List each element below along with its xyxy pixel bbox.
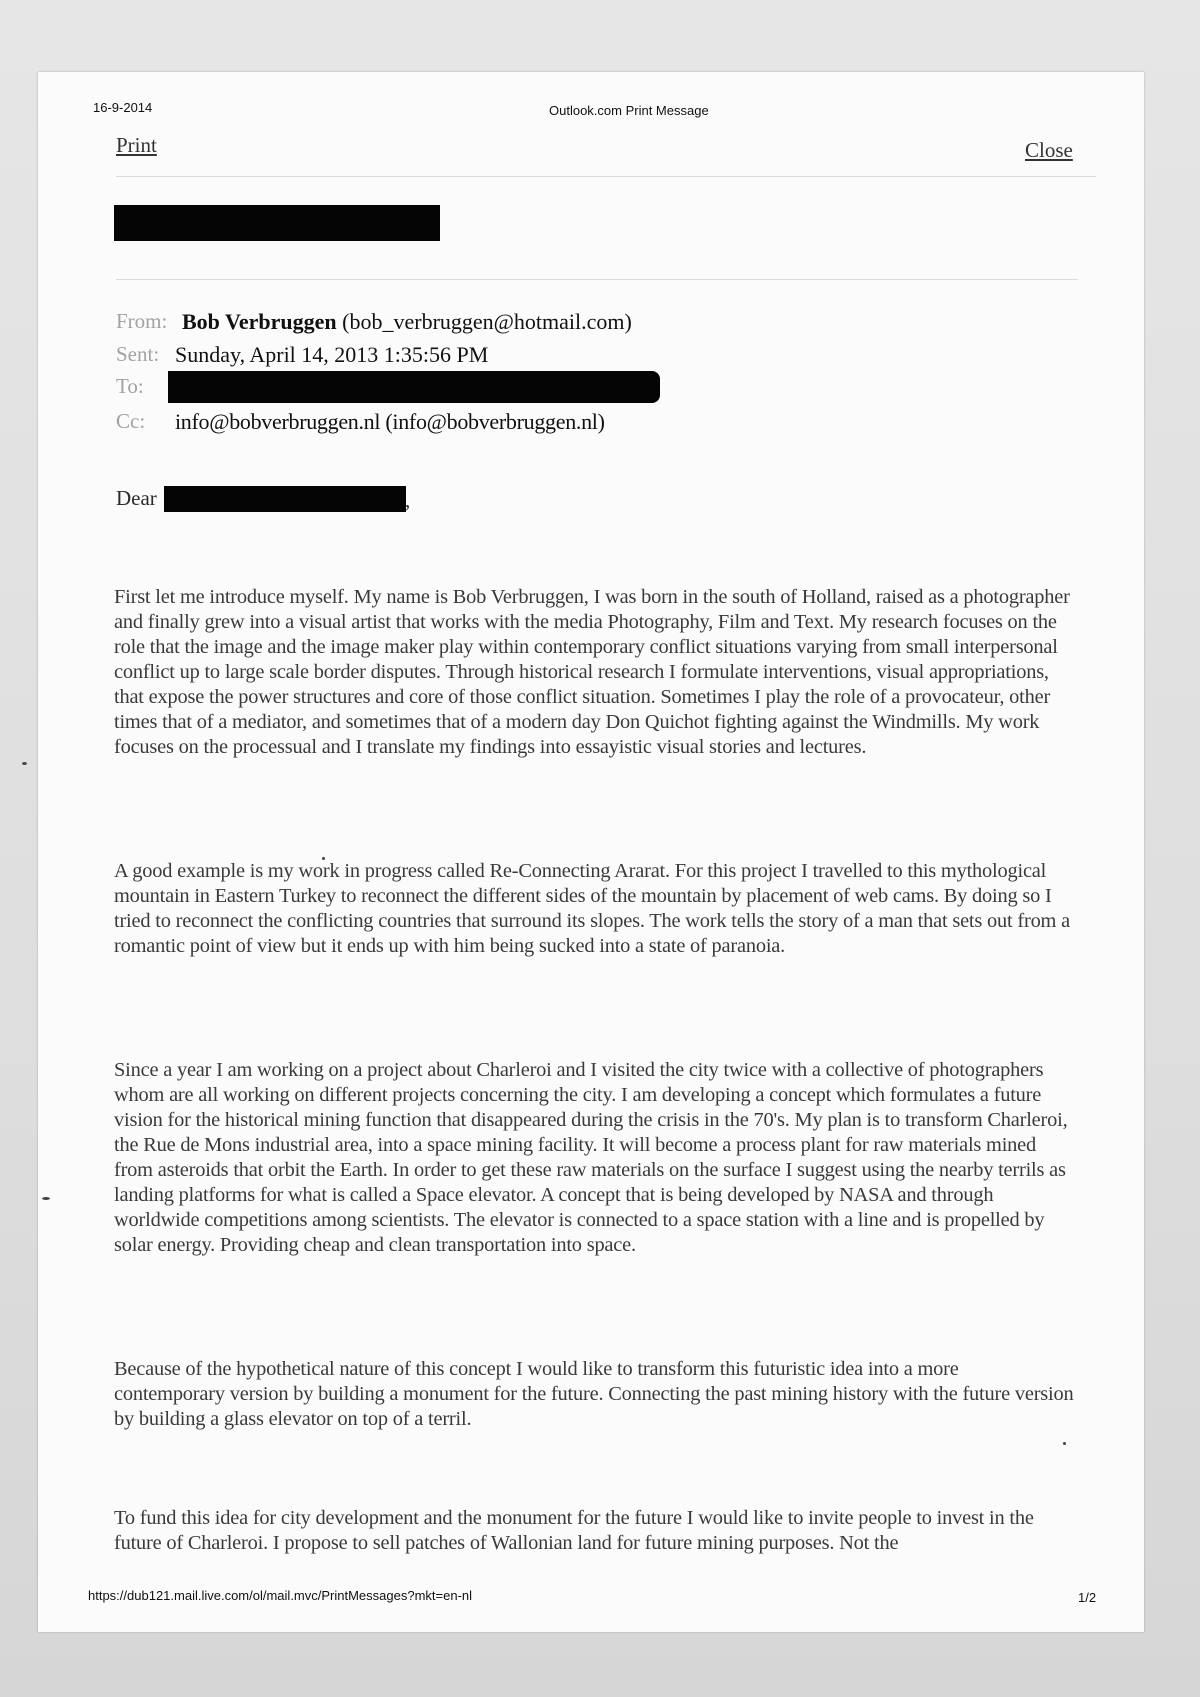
sender-name: Bob Verbruggen [182, 309, 337, 334]
from-value [182, 309, 632, 335]
from-label: From: [116, 309, 168, 333]
scan-speck [1063, 1442, 1066, 1445]
to-label: To: [116, 374, 144, 398]
body-paragraph: First let me introduce myself. My name is Bob Verbruggen, I was born in the south of Holland, raised as a photographer and finally grew into a visual artist that works with the media Photography, Film and Text. My research focuses on the role that the image and the image maker play within contemporary conflict situations varying from small interpersonal conflict up to large scale border disputes. Through historical research I formulate interventions, visual appropriations, that expose the power structures and core of those conflict situation. Sometimes I play the role of a provocateur, other times that of a mediator, and sometimes that of a modern day Don Quichot fighting against the Windmills. My work focuses on the processual and I translate my findings into essayistic visual stories and lectures. [114, 586, 1070, 758]
greeting: Dear [116, 486, 157, 510]
print-page-number: 1/2 [1078, 1590, 1097, 1605]
print-title: Outlook.com Print Message [549, 103, 709, 118]
scan-speck [42, 1197, 50, 1200]
header-divider [116, 176, 1096, 177]
redacted-recipient [168, 371, 660, 403]
print-link[interactable]: Print [116, 133, 157, 157]
greeting-comma: , [405, 488, 411, 512]
body-paragraph: A good example is my work in progress called Re-Connecting Ararat. For this project I travelled to this mythological mountain in Eastern Turkey to reconnect the different sides of the mountain by placement of web cams. By doing so I tried to reconnect the conflicting countries that surround its slopes. The work tells the story of a man that sets out from a romantic point of view but it ends up with him being sucked into a state of paranoia. [114, 860, 1070, 957]
cc-value: info@bobverbruggen.nl (info@bobverbruggen.nl) [175, 409, 605, 434]
sent-value: Sunday, April 14, 2013 1:35:56 PM [175, 342, 489, 367]
close-link[interactable]: Close [1025, 138, 1073, 162]
body-paragraph: Because of the hypothetical nature of this concept I would like to transform this futuristic idea into a more contemporary version by building a monument for the future. Connecting the past mining history with the future version by building a glass elevator on top of a terril. [114, 1358, 1074, 1430]
body-paragraph: Since a year I am working on a project about Charleroi and I visited the city twice with a collective of photographers whom are all working on different projects concerning the city. I am developing a concept which formulates a future vision for the historical mining function that disappeared during the crisis in the 70's. My plan is to transform Charleroi, the Rue de Mons industrial area, into a space mining facility. It will become a process plant for raw materials mined from asteroids that orbit the Earth. In order to get these raw materials on the surface I suggest using the nearby terrils as landing platforms for what is called a Space elevator. A concept that is being developed by NASA and through worldwide competitions among scientists. The elevator is connected to a space station with a line and is propelled by solar energy. Providing cheap and clean transportation into space. [114, 1059, 1068, 1256]
redacted-greeting-name [164, 486, 406, 512]
body-paragraph: To fund this idea for city development and the monument for the future I would like to invite people to invest in the future of Charleroi. I propose to sell patches of Wallonian land for future mining purposes. Not the [114, 1507, 1034, 1554]
redacted-subject [114, 205, 440, 241]
scan-speck [22, 762, 27, 765]
print-date: 16-9-2014 [93, 100, 153, 115]
scan-speck [322, 857, 325, 860]
subject-divider [116, 279, 1078, 280]
print-footer-url: https://dub121.mail.live.com/ol/mail.mvc/PrintMessages?mkt=en-nl [88, 1588, 473, 1603]
sender-email: (bob_verbruggen@hotmail.com) [342, 309, 632, 334]
sent-label: Sent: [116, 342, 160, 366]
cc-label: Cc: [116, 409, 146, 433]
